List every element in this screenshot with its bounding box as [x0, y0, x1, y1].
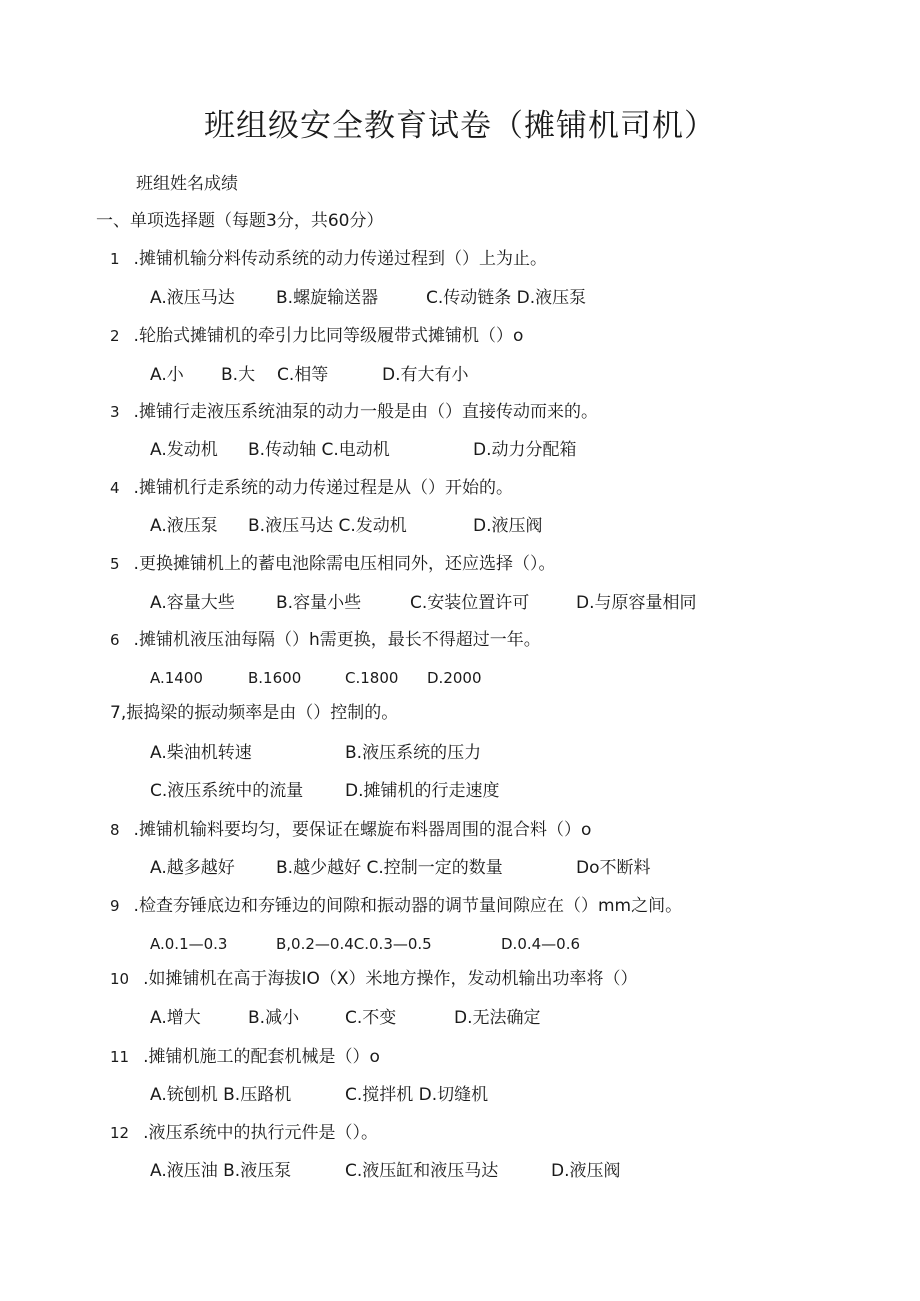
- question-10: [110, 968, 638, 990]
- question-5: [110, 553, 555, 575]
- option: B.容量小些: [276, 593, 362, 613]
- question-number: 2: [110, 327, 120, 345]
- option: D.有大有小: [382, 365, 469, 385]
- option: B.液压系统的压力: [345, 743, 482, 763]
- option: D.摊铺机的行走速度: [345, 781, 500, 801]
- question-text: .摊铺行走液压系统油泵的动力一般是由（）直接传动而来的。: [133, 402, 598, 422]
- question-number: 1: [110, 250, 120, 268]
- option: C.安装位置许可: [410, 593, 530, 613]
- question-text: .摊铺机输分料传动系统的动力传递过程到（）上为止。: [133, 249, 547, 269]
- question-number: 3: [110, 403, 120, 421]
- question-text: .摊铺机输料要均匀，要保证在螺旋布料器周围的混合料（）o: [133, 820, 592, 840]
- question-text: .如摊铺机在高于海拔IO（X）米地方操作，发动机输出功率将（）: [143, 969, 638, 989]
- question-2: [110, 325, 523, 347]
- option: D.液压阀: [551, 1161, 621, 1181]
- option: A.液压马达: [150, 288, 235, 308]
- page-title: 班组级安全教育试卷（摊铺机司机）: [204, 108, 716, 144]
- option: D.0.4—0.6: [501, 935, 581, 953]
- question-text: 7,振捣梁的振动频率是由（）控制的。: [110, 703, 399, 723]
- option: A.越多越好: [150, 858, 235, 878]
- option: A.液压泵: [150, 516, 218, 536]
- option: A.发动机: [150, 440, 218, 460]
- option: D.与原容量相同: [576, 593, 697, 613]
- question-number: 11: [110, 1048, 130, 1066]
- option: B.传动轴 C.电动机: [248, 440, 390, 460]
- question-11: [110, 1046, 380, 1068]
- option: C.液压缸和液压马达: [345, 1161, 499, 1181]
- info-line: 班组姓名成绩: [136, 174, 238, 194]
- option: B.大: [221, 365, 256, 385]
- option: B.液压马达 C.发动机: [248, 516, 407, 536]
- question-8: [110, 819, 591, 841]
- question-text: .摊铺机液压油每隔（）h需更换，最长不得超过一年。: [133, 630, 541, 650]
- section-heading: 一、单项选择题（每题3分，共60分）: [96, 211, 384, 231]
- option: C.搅拌机 D.切缝机: [345, 1085, 489, 1105]
- question-12: [110, 1122, 378, 1144]
- option: B.减小: [248, 1008, 300, 1028]
- question-text: .更换摊铺机上的蓄电池除需电压相同外，还应选择（）。: [133, 554, 556, 574]
- option: C.液压系统中的流量: [150, 781, 304, 801]
- option: C.不变: [345, 1008, 397, 1028]
- option: C.传动链条 D.液压泵: [426, 288, 587, 308]
- question-number: 9: [110, 897, 120, 915]
- option: D.无法确定: [454, 1008, 541, 1028]
- question-text: .摊铺机施工的配套机械是（）o: [143, 1047, 380, 1067]
- option: A.小: [150, 365, 184, 385]
- question-number: 12: [110, 1124, 130, 1142]
- option: D.液压阀: [473, 516, 543, 536]
- question-text: .轮胎式摊铺机的牵引力比同等级履带式摊铺机（）o: [133, 326, 524, 346]
- option: A.容量大些: [150, 593, 235, 613]
- option: C.1800: [345, 669, 399, 687]
- option: A.增大: [150, 1008, 201, 1028]
- question-text: .摊铺机行走系统的动力传递过程是从（）开始的。: [133, 478, 513, 498]
- question-6: [110, 629, 541, 651]
- option: D.动力分配箱: [473, 440, 577, 460]
- question-number: 6: [110, 631, 120, 649]
- question-number: 4: [110, 479, 120, 497]
- option: A.柴油机转速: [150, 743, 252, 763]
- question-1: [110, 248, 547, 270]
- option: B,0.2—0.4C.0.3—0.5: [276, 935, 432, 953]
- question-3: [110, 401, 598, 423]
- option: D.2000: [427, 669, 482, 687]
- question-number: 10: [110, 970, 130, 988]
- question-7: [110, 702, 398, 724]
- question-number: 5: [110, 555, 120, 573]
- option: A.液压油 B.液压泵: [150, 1161, 292, 1181]
- question-number: 8: [110, 821, 120, 839]
- question-9: [110, 895, 682, 917]
- question-4: [110, 477, 513, 499]
- option: A.铳刨机 B.压路机: [150, 1085, 292, 1105]
- option: B.越少越好 C.控制一定的数量: [276, 858, 503, 878]
- option: C.相等: [277, 365, 329, 385]
- question-text: .液压系统中的执行元件是（）。: [143, 1123, 378, 1143]
- option: A.0.1—0.3: [150, 935, 228, 953]
- option: Do不断料: [576, 858, 651, 878]
- option: A.1400: [150, 669, 203, 687]
- option: B.1600: [248, 669, 302, 687]
- question-text: .检查夯锤底边和夯锤边的间隙和振动器的调节量间隙应在（）mm之间。: [133, 896, 683, 916]
- option: B.螺旋输送器: [276, 288, 379, 308]
